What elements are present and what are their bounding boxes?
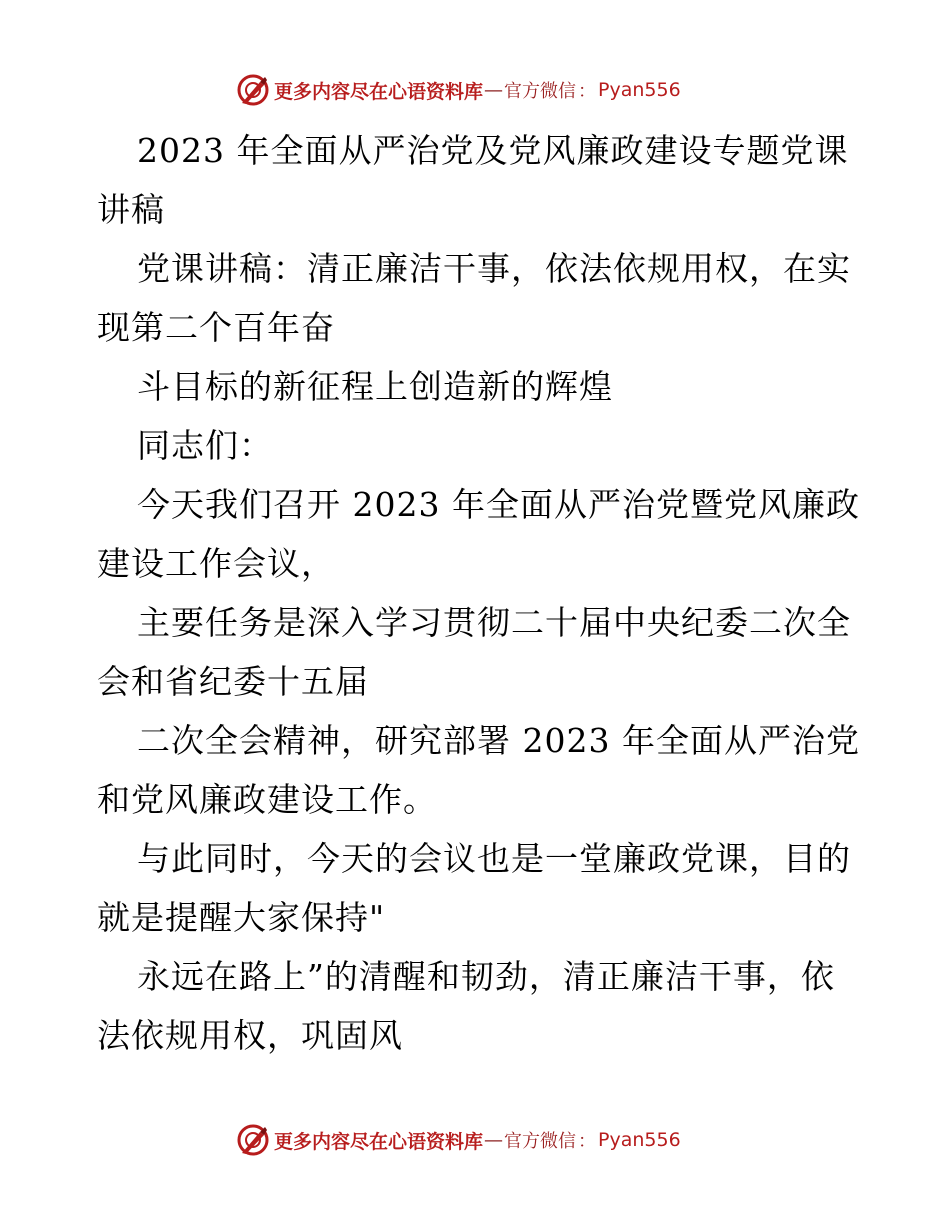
watermark-separator: ： bbox=[578, 1131, 597, 1152]
watermark-wechat-label: 官方微信 bbox=[504, 81, 577, 102]
document-body bbox=[97, 121, 860, 1065]
watermark-site-text: 更多内容尽在心语资料库 bbox=[274, 1130, 484, 1153]
paragraph-line: 会和省纪委十五届 bbox=[97, 662, 369, 701]
salutation: 同志们： bbox=[137, 426, 273, 465]
paragraph-line: 就是提醒大家保持" bbox=[97, 898, 386, 937]
watermark-dash: — bbox=[484, 1129, 504, 1151]
watermark-wechat-label: 官方微信 bbox=[504, 1131, 577, 1152]
paragraph-line: 主要任务是深入学习贯彻二十届中央纪委二次全 bbox=[137, 603, 851, 642]
paragraph-line: 与此同时，今天的会议也是一堂廉政党课，目的 bbox=[137, 839, 851, 878]
watermark-separator: ： bbox=[578, 81, 597, 102]
watermark-site-text: 更多内容尽在心语资料库 bbox=[274, 80, 484, 103]
paragraph-line: 永远在路上”的清醒和韧劲，清正廉洁干事，依 bbox=[137, 957, 835, 996]
watermark-wechat-id: Pyan556 bbox=[598, 1129, 681, 1151]
paragraph-line: 二次全会精神，研究部署 2023 年全面从严治党 bbox=[137, 721, 860, 760]
red-pen-circle-logo-icon bbox=[236, 73, 270, 107]
paragraph-line: 建设工作会议， bbox=[97, 544, 335, 583]
paragraph-line: 今天我们召开 2023 年全面从严治党暨党风廉政 bbox=[137, 485, 860, 524]
subtitle-line-1: 党课讲稿：清正廉洁干事，依法依规用权，在实 bbox=[137, 249, 851, 288]
header-watermark bbox=[236, 72, 681, 108]
watermark-wechat-id: Pyan556 bbox=[598, 79, 681, 101]
red-pen-circle-logo-icon bbox=[236, 1123, 270, 1157]
title-line-1: 2023 年全面从严治党及党风廉政建设专题党课 bbox=[137, 131, 849, 170]
paragraph-line: 和党风廉政建设工作。 bbox=[97, 780, 437, 819]
subtitle-line-3: 斗目标的新征程上创造新的辉煌 bbox=[137, 367, 613, 406]
footer-watermark bbox=[236, 1122, 681, 1158]
subtitle-line-2: 现第二个百年奋 bbox=[97, 308, 335, 347]
paragraph-line: 法依规用权，巩固风 bbox=[97, 1016, 403, 1055]
watermark-dash: — bbox=[484, 79, 504, 101]
title-line-2: 讲稿 bbox=[97, 190, 165, 229]
